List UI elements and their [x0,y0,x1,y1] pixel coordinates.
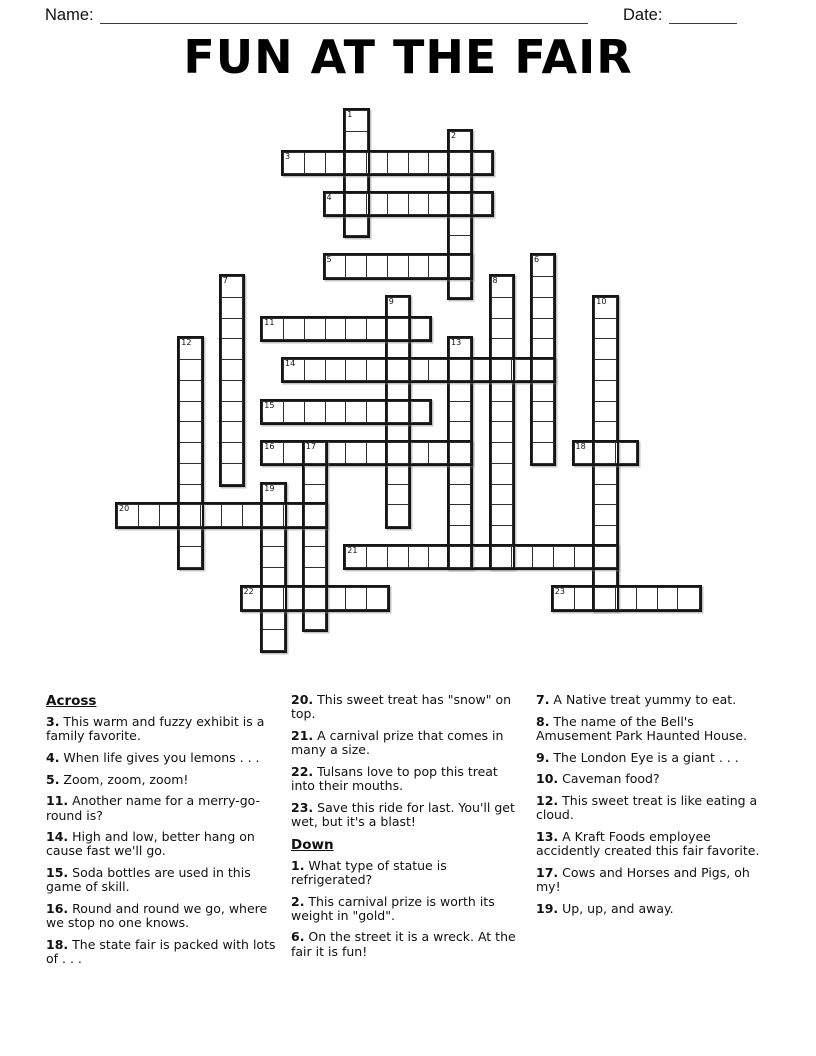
grid-cell [574,546,596,568]
clue-23: 23. Save this ride for last. You'll get wet, but it's a blast! [291,799,515,829]
clue-22: 22. Tulsans love to pop this treat into their mouths. [291,763,498,794]
grid-cell [366,401,388,423]
clue-12: 12. This sweet treat is like eating a cloud. [536,793,758,823]
grid-cell [594,484,616,506]
grid-number-8: 8 [492,276,498,285]
grid-cell [325,401,347,423]
grid-cell [387,255,409,277]
grid-cell [408,193,430,215]
clue-18: 18. The state fair is packed with lots of . . . [46,936,276,967]
grid-cell [574,587,596,609]
grid-cell [594,359,616,381]
grid-cell [159,504,181,526]
grid-cell [428,442,450,464]
grid-cell [511,546,533,568]
grid-cell [677,587,699,609]
grid-cell [594,442,616,464]
grid-cell [408,152,430,174]
grid-cell [345,152,367,174]
grid-cell [366,255,388,277]
grid-cell [470,152,492,174]
grid-cell [387,504,409,526]
clue-9: 9. The London Eye is a giant . . . [536,749,739,765]
grid-cell [491,380,513,402]
clue-17: 17. Cows and Horses and Pigs, oh my! [536,864,750,895]
grid-number-23: 23 [554,587,565,597]
grid-cell [304,401,326,423]
grid-cell [221,380,243,402]
grid-cell [221,442,243,464]
clue-14: 14. High and low, better hang on cause fast we'll go. [46,829,255,859]
grid-cell [345,193,367,215]
grid-cell [304,608,326,630]
grid-number-22: 22 [243,587,254,597]
grid-cell [594,421,616,443]
grid-cell [491,401,513,423]
clue-4: 4. When life gives you lemons . . . [46,749,260,765]
grid-cell [449,255,471,277]
grid-cell [532,359,554,381]
grid-cell [532,338,554,360]
grid-cell [304,546,326,568]
grid-cell [221,318,243,340]
grid-cell [304,463,326,485]
grid-cell [345,255,367,277]
grid-cell [594,567,616,589]
grid-cell [325,442,347,464]
grid-cell [387,359,409,381]
grid-cell [553,546,575,568]
grid-cell [532,401,554,423]
grid-cell [491,359,513,381]
grid-number-7: 7 [222,276,228,285]
grid-number-14: 14 [285,359,296,368]
grid-cell [449,463,471,485]
clues-section [46,693,770,974]
grid-cell [532,442,554,464]
grid-cell [387,193,409,215]
grid-cell [449,484,471,506]
grid-number-18: 18 [575,442,586,451]
grid-cell [594,318,616,340]
grid-cell [491,421,513,443]
grid-number-4: 4 [326,193,332,202]
grid-cell [491,525,513,547]
grid-cell [304,318,326,340]
grid-cell [262,587,284,609]
grid-cell [283,318,305,340]
grid-cell [345,442,367,464]
grid-cell [491,442,513,464]
grid-cell [408,318,430,340]
grid-cell [304,567,326,589]
grid-cell [449,214,471,236]
grid-cell [221,338,243,360]
grid-cell [594,338,616,360]
grid-cell [387,318,409,340]
grid-cell [262,525,284,547]
grid-cell [387,380,409,402]
grid-cell [387,401,409,423]
grid-cell [138,504,160,526]
grid-cell [221,463,243,485]
grid-cell [470,193,492,215]
grid-cell [179,380,201,402]
grid-cell [532,318,554,340]
grid-cell [636,587,658,609]
clue-7: 7. A Native treat yummy to eat. [536,692,737,707]
grid-cell [304,152,326,174]
grid-cell [491,318,513,340]
grid-number-20: 20 [119,504,130,514]
grid-cell [179,525,201,547]
grid-cell [366,442,388,464]
grid-cell [366,359,388,381]
grid-cell [221,359,243,381]
grid-cell [428,152,450,174]
grid-cell [325,359,347,381]
clue-section-header-down: Down [291,836,334,853]
clue-column-2 [291,693,522,974]
grid-number-19: 19 [264,483,275,493]
grid-number-3: 3 [285,151,291,161]
grid-cell [615,587,637,609]
grid-cell [511,359,533,381]
clue-8: 8. The name of the Bell's Amusement Park Haunted House. [536,713,748,743]
name-label: Name: [45,6,94,24]
grid-number-10: 10 [596,296,607,306]
clue-6: 6. On the street it is a wreck. At the fair it is fun! [291,929,516,959]
clue-5: 5. Zoom, zoom, zoom! [46,771,189,787]
grid-number-13: 13 [451,338,462,348]
grid-cell [491,297,513,319]
grid-cell [594,546,616,568]
grid-cell [366,318,388,340]
date-label: Date: [623,6,663,24]
grid-cell [408,401,430,423]
grid-cell [532,297,554,319]
grid-cell [470,359,492,381]
grid-cell [325,152,347,174]
clue-10: 10. Caveman food? [536,771,660,787]
grid-cell [283,442,305,464]
grid-number-9: 9 [388,296,394,306]
clue-column-3 [536,693,767,974]
grid-cell [179,546,201,568]
grid-cell [387,546,409,568]
grid-cell [179,504,201,526]
grid-number-2: 2 [451,130,457,140]
grid-cell [304,359,326,381]
grid-cell [262,608,284,630]
grid-cell [594,401,616,423]
grid-cell [283,401,305,423]
grid-cell [449,504,471,526]
grid-cell [242,504,264,526]
grid-cell [179,442,201,464]
clue-3: 3. This warm and fuzzy exhibit is a family favorite. [46,714,265,744]
grid-cell [262,504,284,526]
grid-cell [179,463,201,485]
clue-15: 15. Soda bottles are used in this game of skill. [46,865,251,895]
grid-number-21: 21 [347,545,358,555]
grid-cell [179,359,201,381]
grid-cell [615,442,637,464]
grid-cell [345,214,367,236]
grid-cell [594,587,616,609]
grid-cell [345,318,367,340]
grid-cell [532,276,554,298]
grid-cell [345,131,367,153]
grid-cell [366,152,388,174]
grid-cell [262,546,284,568]
grid-cell [366,546,388,568]
grid-cell [283,504,305,526]
grid-cell [470,546,492,568]
grid-number-12: 12 [181,338,192,348]
grid-cell [387,484,409,506]
grid-cell [532,546,554,568]
grid-cell [387,442,409,464]
grid-cell [594,504,616,526]
clue-section-header-across: Across [46,693,97,709]
grid-number-15: 15 [264,400,275,410]
grid-cell [408,442,430,464]
grid-cell [449,152,471,174]
grid-cell [491,338,513,360]
grid-cell [449,276,471,298]
grid-cell [449,193,471,215]
grid-cell [304,587,326,609]
grid-cell [428,193,450,215]
grid-cell [408,546,430,568]
grid-cell [221,401,243,423]
grid-cell [325,318,347,340]
grid-cell [200,504,222,526]
clue-13: 13. A Kraft Foods employee accidently created this fair favorite. [536,828,760,859]
page-title: FUN AT THE FAIR [183,30,633,84]
grid-cell [408,359,430,381]
clue-11: 11. Another name for a merry-go-round is? [46,793,261,823]
grid-cell [428,546,450,568]
grid-cell [594,380,616,402]
clue-21: 21. A carnival prize that comes in many a size. [291,727,504,758]
grid-cell [221,421,243,443]
grid-number-11: 11 [264,317,275,327]
clue-column-1 [46,693,277,974]
grid-cell [449,442,471,464]
grid-cell [179,401,201,423]
grid-cell [304,484,326,506]
grid-number-16: 16 [264,442,275,451]
grid-cell [325,587,347,609]
grid-cell [366,587,388,609]
grid-cell [387,152,409,174]
clue-16: 16. Round and round we go, where we stop no one knows. [46,901,268,931]
grid-cell [387,421,409,443]
grid-cell [387,463,409,485]
grid-cell [179,484,201,506]
grid-cell [304,504,326,526]
grid-cell [449,172,471,194]
grid-cell [221,297,243,319]
grid-cell [262,629,284,651]
grid-cell [449,546,471,568]
grid-cell [345,359,367,381]
grid-number-5: 5 [326,255,332,265]
clue-19: 19. Up, up, and away. [536,900,674,916]
grid-cell [387,338,409,360]
grid-cell [428,359,450,381]
grid-number-6: 6 [534,255,540,265]
grid-cell [345,587,367,609]
grid-cell [491,504,513,526]
grid-number-17: 17 [305,442,316,451]
grid-cell [491,546,513,568]
grid-cell [428,255,450,277]
grid-cell [221,504,243,526]
grid-cell [594,463,616,485]
grid-cell [449,401,471,423]
grid-cell [491,484,513,506]
grid-cell [345,172,367,194]
grid-cell [304,525,326,547]
grid-cell [532,380,554,402]
grid-cell [449,235,471,257]
grid-cell [532,421,554,443]
grid-cell [594,525,616,547]
grid-cell [283,587,305,609]
grid-cell [262,567,284,589]
grid-cell [366,193,388,215]
grid-cell [449,359,471,381]
clue-20: 20. This sweet treat has "snow" on top. [291,692,512,722]
grid-cell [449,421,471,443]
grid-cell [345,401,367,423]
grid-cell [179,421,201,443]
clue-2: 2. This carnival prize is worth its weight in "gold". [291,893,495,923]
grid-cell [491,463,513,485]
grid-cell [449,380,471,402]
grid-number-1: 1 [347,110,353,119]
grid-cell [449,525,471,547]
clue-1: 1. What type of statue is refrigerated? [291,857,447,887]
grid-cell [657,587,679,609]
grid-cell [408,255,430,277]
